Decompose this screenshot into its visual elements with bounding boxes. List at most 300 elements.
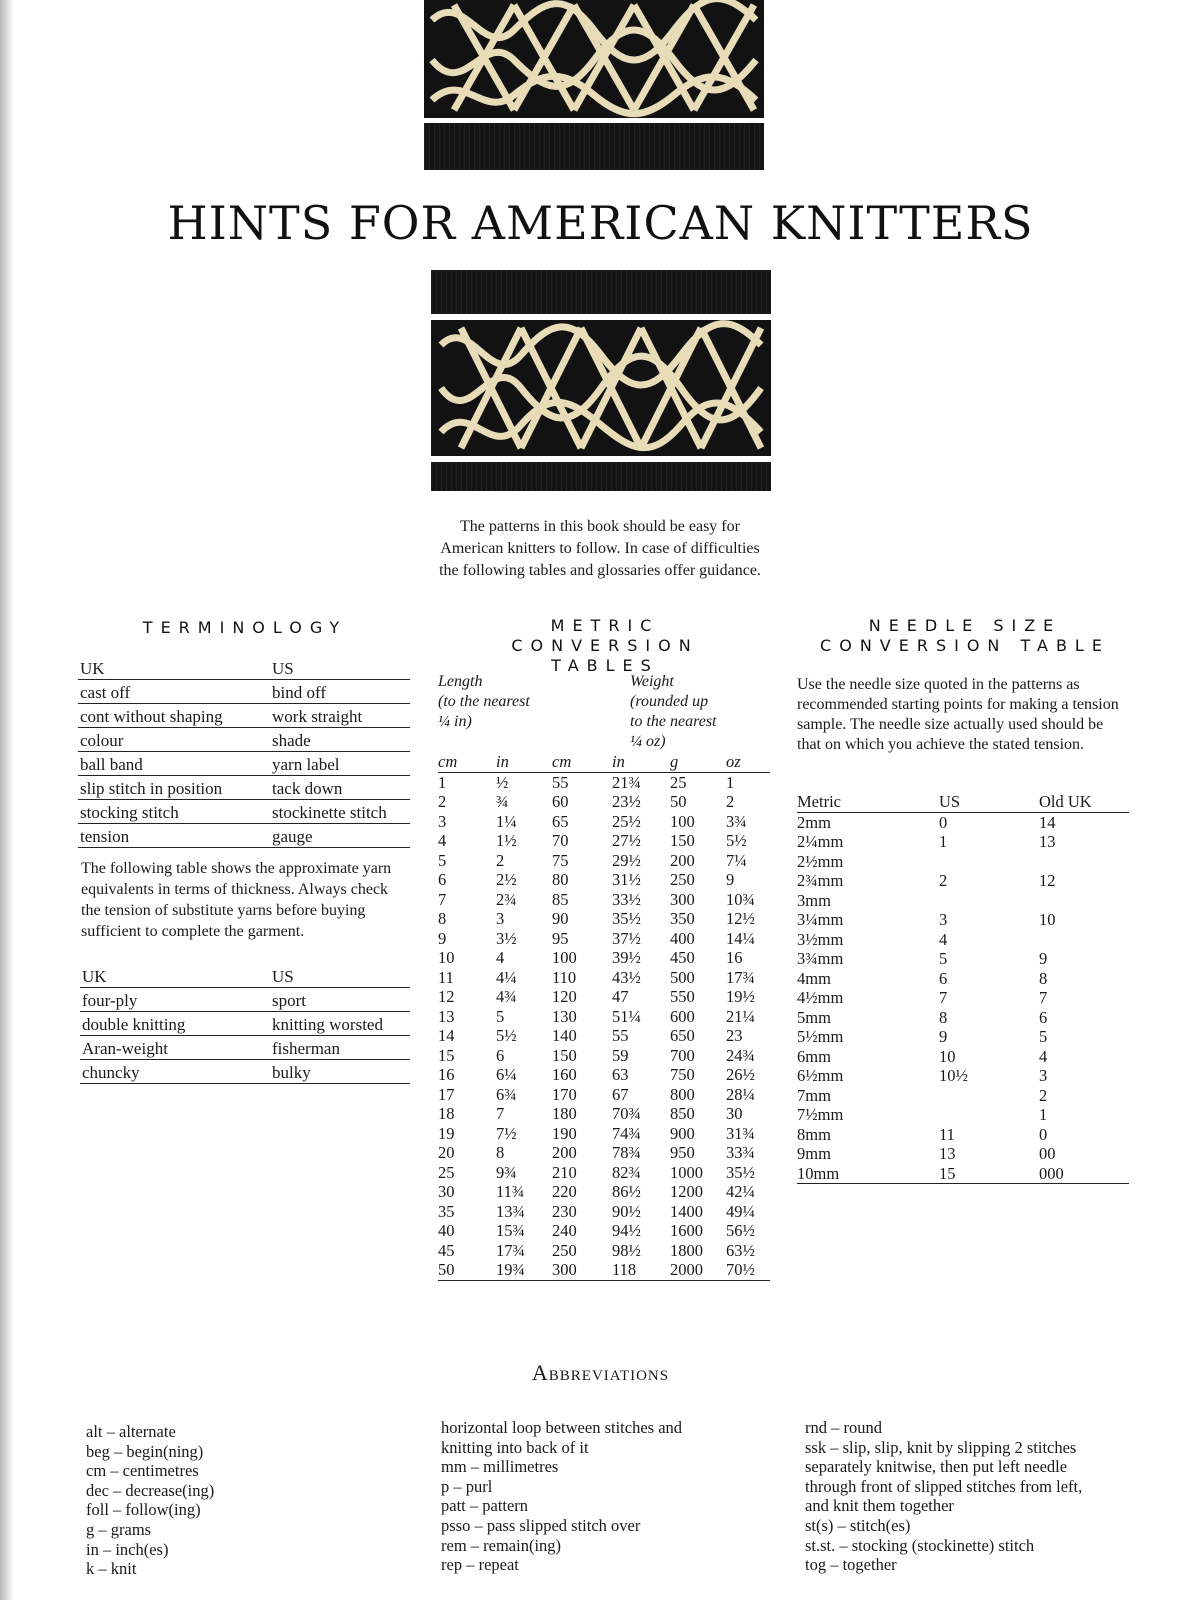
needle-row: [797, 852, 1129, 872]
table-cell: 15¾: [496, 1221, 525, 1241]
us-yarn: fisherman: [270, 1036, 410, 1060]
table-cell: 1¼: [496, 811, 517, 831]
table-cell: 300: [552, 1260, 612, 1280]
abbreviation-entry: patt – pattern: [441, 1496, 529, 1516]
table-cell: 5mm: [797, 1007, 831, 1027]
table-cell: 9: [438, 928, 447, 948]
needle-row: [797, 1125, 1129, 1145]
uk-yarn: double knitting: [80, 1012, 270, 1036]
table-cell: [939, 1105, 1039, 1125]
table-cell: 3¾mm: [797, 949, 844, 969]
metric-conversion-table: [438, 752, 770, 1281]
table-cell: 3½: [496, 928, 517, 948]
table-cell: 110: [552, 967, 577, 987]
table-cell: 56½: [726, 1221, 755, 1241]
table-cell: 190: [552, 1123, 577, 1143]
table-cell: 130: [552, 1006, 577, 1026]
uk-term: colour: [78, 728, 270, 752]
label-line: (to the nearest: [438, 693, 530, 710]
table-cell: 3: [1039, 1066, 1048, 1086]
table-cell: 7½: [496, 1123, 517, 1143]
table-cell: [1039, 891, 1129, 911]
table-cell: 1400: [670, 1201, 703, 1221]
table-cell: 11: [438, 967, 454, 987]
table-cell: 50: [438, 1260, 496, 1280]
abbreviation-entry: in – inch(es): [86, 1539, 169, 1559]
abbreviation-entry: rnd – round: [805, 1418, 882, 1437]
needle-row: [797, 1008, 1129, 1028]
table-cell: 3¾: [726, 811, 747, 831]
metric-row: [438, 870, 770, 890]
abbreviation-entry: tog – together: [805, 1555, 897, 1575]
metric-row: [438, 1143, 770, 1163]
column-header: UK: [78, 656, 270, 680]
table-cell: 10: [1039, 910, 1056, 930]
table-cell: 10½: [939, 1066, 968, 1086]
table-row: [80, 1012, 410, 1036]
table-cell: 140: [552, 1026, 577, 1046]
table-cell: 250: [670, 870, 695, 890]
metric-row: [438, 1104, 770, 1124]
table-cell: 4½mm: [797, 988, 844, 1008]
table-cell: 42¼: [726, 1182, 755, 1202]
table-cell: 2: [939, 871, 948, 891]
table-cell: 2mm: [797, 812, 831, 832]
table-row: [80, 988, 410, 1012]
table-cell: 2¼mm: [797, 832, 844, 852]
table-cell: 150: [670, 831, 695, 851]
table-cell: 75: [552, 850, 569, 870]
table-cell: 70¾: [612, 1104, 641, 1124]
heading-line: CONVERSION: [511, 636, 699, 655]
needle-row: [797, 949, 1129, 969]
table-cell: 1200: [670, 1182, 703, 1202]
metric-row: [438, 1007, 770, 1027]
metric-row: [438, 1221, 770, 1241]
heading-line: CONVERSION TABLE: [820, 636, 1110, 655]
table-cell: 4: [496, 948, 505, 968]
table-cell: 19½: [726, 987, 755, 1007]
table-cell: 65: [552, 811, 569, 831]
table-row: [78, 824, 410, 848]
table-cell: 25: [438, 1162, 455, 1182]
table-cell: 2: [496, 850, 505, 870]
abbreviation-entry: k – knit: [86, 1559, 137, 1579]
table-cell: 63½: [726, 1240, 755, 1260]
table-cell: 13: [939, 1144, 956, 1164]
table-cell: 43½: [612, 967, 641, 987]
table-row: [80, 1060, 410, 1084]
label-line: to the nearest: [630, 713, 717, 730]
abbreviation-entry: p – purl: [441, 1476, 493, 1496]
table-header-row: [438, 752, 770, 772]
table-cell: [1039, 852, 1129, 872]
column-header: g: [666, 752, 726, 772]
us-yarn: bulky: [270, 1060, 410, 1084]
table-cell: 26½: [726, 1065, 755, 1085]
table-cell: 30: [726, 1104, 743, 1124]
table-cell: 5: [496, 1006, 505, 1026]
metric-row: [438, 1182, 770, 1202]
table-cell: 200: [670, 850, 695, 870]
table-cell: 33½: [612, 889, 641, 909]
table-cell: 8: [438, 909, 447, 929]
table-cell: 70: [552, 831, 569, 851]
needle-row: [797, 1047, 1129, 1067]
table-cell: 120: [552, 987, 577, 1007]
table-cell: 2: [726, 792, 735, 812]
table-cell: 14: [438, 1026, 455, 1046]
metric-row: [438, 1085, 770, 1105]
column-header: UK: [80, 964, 270, 988]
us-term: tack down: [270, 776, 410, 800]
needle-row: [797, 1066, 1129, 1086]
table-cell: 200: [552, 1143, 577, 1163]
metric-row: [438, 831, 770, 851]
table-row: [78, 680, 410, 704]
table-cell: 2: [1039, 1085, 1048, 1105]
table-cell: 16: [438, 1065, 455, 1085]
table-cell: 16: [726, 948, 743, 968]
needle-row: [797, 891, 1129, 911]
table-cell: [939, 891, 1039, 911]
table-cell: 70½: [726, 1260, 770, 1280]
table-row: [78, 752, 410, 776]
table-cell: 1: [939, 832, 948, 852]
table-cell: 3¼mm: [797, 910, 844, 930]
table-cell: 230: [552, 1201, 577, 1221]
table-cell: 10: [438, 948, 455, 968]
table-cell: 23: [726, 1026, 743, 1046]
yarn-equivalents-table: [80, 964, 410, 1084]
table-cell: 700: [670, 1045, 695, 1065]
column-header: Old UK: [1039, 792, 1129, 812]
table-cell: 7mm: [797, 1085, 831, 1105]
abbreviations-heading: Abbreviations: [531, 1360, 670, 1385]
table-cell: 8: [496, 1143, 505, 1163]
table-cell: 6mm: [797, 1046, 831, 1066]
table-header-row: [80, 964, 410, 988]
table-cell: 94½: [612, 1221, 641, 1241]
table-cell: [1039, 930, 1129, 950]
needle-conversion-table: [797, 792, 1129, 1184]
table-cell: 00: [1039, 1144, 1056, 1164]
table-cell: 1800: [670, 1240, 703, 1260]
us-term: yarn label: [270, 752, 410, 776]
table-cell: 750: [670, 1065, 695, 1085]
table-row: [80, 1036, 410, 1060]
table-cell: 6: [438, 870, 447, 890]
table-cell: 13: [1039, 832, 1056, 852]
table-cell: 0: [939, 812, 948, 832]
table-cell: 2¾mm: [797, 871, 844, 891]
terminology-table: [78, 656, 410, 848]
table-cell: 35: [438, 1201, 455, 1221]
column-header: oz: [726, 752, 770, 772]
uk-term: slip stitch in position: [78, 776, 270, 800]
table-cell: [939, 852, 1039, 872]
needle-row: [797, 1164, 1129, 1184]
us-yarn: sport: [270, 988, 410, 1012]
yarn-note: The following table shows the approximate yarn equivalents in terms of thickness. Always check the tension of substitute yarns before buying sufficient to complete the garment.: [81, 860, 392, 940]
table-cell: 55: [552, 772, 569, 792]
table-cell: 18: [438, 1104, 455, 1124]
us-term: gauge: [270, 824, 410, 848]
uk-yarn: Aran-weight: [80, 1036, 270, 1060]
column-header: US: [270, 656, 410, 680]
metric-row: [438, 1202, 770, 1222]
table-cell: 220: [552, 1182, 577, 1202]
abbreviation-entry: psso – pass slipped stitch over: [441, 1515, 641, 1535]
table-cell: 6: [939, 968, 948, 988]
table-cell: 650: [670, 1026, 695, 1046]
table-cell: 67: [612, 1084, 629, 1104]
needle-row: [797, 871, 1129, 891]
table-cell: 17¾: [726, 967, 755, 987]
table-cell: 9: [1039, 949, 1048, 969]
table-cell: 50: [670, 792, 687, 812]
us-term: bind off: [270, 680, 410, 704]
table-row: [78, 800, 410, 824]
table-cell: 4¼: [496, 967, 517, 987]
column-header: cm: [552, 752, 612, 772]
table-cell: 86½: [612, 1182, 641, 1202]
table-cell: 12: [438, 987, 455, 1007]
table-cell: 2½mm: [797, 851, 844, 871]
table-cell: 3: [939, 910, 948, 930]
table-cell: 1: [1039, 1105, 1048, 1125]
us-term: shade: [270, 728, 410, 752]
heading-line: TABLES: [551, 656, 659, 675]
uk-term: cast off: [78, 680, 270, 704]
table-cell: 80: [552, 870, 569, 890]
table-cell: 3mm: [797, 890, 831, 910]
metric-row: [438, 909, 770, 929]
celtic-knot-border-top: [424, 0, 764, 118]
us-term: stockinette stitch: [270, 800, 410, 824]
label-line: ¼ in): [438, 713, 472, 730]
table-cell: 21¼: [726, 1006, 755, 1026]
table-cell: 39½: [612, 948, 641, 968]
table-cell: 13¾: [496, 1201, 525, 1221]
table-cell: 10: [939, 1046, 956, 1066]
table-cell: 3: [438, 811, 447, 831]
needle-heading: [800, 616, 1130, 656]
table-cell: 7: [1039, 988, 1048, 1008]
table-cell: 100: [552, 948, 577, 968]
column-header: US: [270, 964, 410, 988]
terminology-heading: TERMINOLOGY: [142, 618, 348, 637]
abbreviation-entry: horizontal loop between stitches and: [441, 1418, 683, 1437]
table-cell: 118: [612, 1260, 666, 1280]
metric-row: [438, 1065, 770, 1085]
abbreviation-entry: foll – follow(ing): [86, 1500, 201, 1520]
table-cell: 1: [438, 772, 447, 792]
table-cell: 240: [552, 1221, 577, 1241]
metric-row: [438, 1241, 770, 1261]
table-cell: 9: [939, 1027, 948, 1047]
table-cell: 6¾: [496, 1084, 517, 1104]
table-header-row: [797, 792, 1129, 812]
table-cell: 500: [670, 967, 695, 987]
uk-term: ball band: [78, 752, 270, 776]
table-cell: 1600: [670, 1221, 703, 1241]
celtic-knot-pattern-icon: [431, 320, 771, 456]
abbreviation-entry: separately knitwise, then put left needle: [805, 1457, 1068, 1477]
needle-row: [797, 1086, 1129, 1106]
table-cell: 550: [670, 987, 695, 1007]
abbreviations-column-1: [86, 1422, 386, 1579]
table-cell: 150: [552, 1045, 577, 1065]
metric-row: [438, 987, 770, 1007]
table-cell: 49¼: [726, 1201, 755, 1221]
table-cell: [939, 1086, 1039, 1106]
table-cell: 9: [726, 870, 735, 890]
table-cell: 160: [552, 1065, 577, 1085]
table-cell: 33¾: [726, 1143, 755, 1163]
table-cell: 5: [1039, 1027, 1048, 1047]
table-cell: 25: [670, 772, 687, 792]
table-cell: 6½mm: [797, 1066, 844, 1086]
table-cell: 7¼: [726, 850, 747, 870]
metric-row: [438, 772, 770, 792]
abbreviation-entry: alt – alternate: [86, 1422, 176, 1441]
table-cell: 40: [438, 1221, 455, 1241]
abbreviation-entry: through front of slipped stitches from left,: [805, 1476, 1083, 1496]
uk-yarn: four-ply: [80, 988, 270, 1012]
label-line: Weight: [630, 673, 674, 690]
needle-row: [797, 1027, 1129, 1047]
table-cell: 17: [438, 1084, 455, 1104]
column-header: cm: [438, 752, 496, 772]
abbreviation-entry: dec – decrease(ing): [86, 1480, 215, 1500]
page-title: HINTS FOR AMERICAN KNITTERS: [167, 196, 1034, 250]
abbreviation-entry: knitting into back of it: [441, 1437, 589, 1457]
metric-row: [438, 929, 770, 949]
table-cell: 20: [438, 1143, 455, 1163]
table-cell: 1: [726, 772, 735, 792]
table-cell: 10mm: [797, 1164, 939, 1184]
table-cell: 6¼: [496, 1065, 517, 1085]
table-cell: 11: [939, 1124, 955, 1144]
table-cell: 29½: [612, 850, 641, 870]
table-cell: 2¾: [496, 889, 517, 909]
table-cell: 850: [670, 1104, 695, 1124]
table-cell: 78¾: [612, 1143, 641, 1163]
intro-paragraph: The patterns in this book should be easy for American knitters to follow. In case of difficulties the following tables and glossaries offer guidance.: [439, 518, 761, 579]
table-cell: 450: [670, 948, 695, 968]
length-label: [438, 672, 530, 732]
table-cell: 4¾: [496, 987, 517, 1007]
table-cell: 4: [438, 831, 447, 851]
table-cell: 23½: [612, 792, 641, 812]
needle-row: [797, 832, 1129, 852]
uk-term: tension: [78, 824, 270, 848]
column-header: US: [939, 792, 1039, 812]
ornament-bar-lower: [431, 462, 771, 491]
table-row: [78, 776, 410, 800]
table-cell: 6: [496, 1045, 505, 1065]
table-cell: 14: [1039, 812, 1056, 832]
table-cell: 28¼: [726, 1084, 755, 1104]
uk-yarn: chuncky: [80, 1060, 270, 1084]
table-cell: 7: [496, 1104, 505, 1124]
table-cell: 51¼: [612, 1006, 641, 1026]
label-line: ¼ oz): [630, 733, 666, 750]
table-cell: 7: [939, 988, 948, 1008]
table-cell: 3: [496, 909, 505, 929]
us-yarn: knitting worsted: [270, 1012, 410, 1036]
heading-line: NEEDLE SIZE: [868, 616, 1062, 635]
table-cell: 12½: [726, 909, 755, 929]
table-cell: 17¾: [496, 1240, 525, 1260]
table-cell: 35½: [612, 909, 641, 929]
table-cell: 4mm: [797, 968, 831, 988]
table-cell: 7: [438, 889, 447, 909]
table-cell: 24¾: [726, 1045, 755, 1065]
uk-term: stocking stitch: [78, 800, 270, 824]
table-cell: 300: [670, 889, 695, 909]
column-header: in: [612, 752, 666, 772]
table-cell: 400: [670, 928, 695, 948]
needle-row: [797, 969, 1129, 989]
table-cell: 90: [552, 909, 569, 929]
table-cell: 85: [552, 889, 569, 909]
table-cell: 47: [612, 987, 629, 1007]
table-cell: 74¾: [612, 1123, 641, 1143]
abbreviation-entry: rem – remain(ing): [441, 1535, 562, 1555]
heading-line: METRIC: [550, 616, 660, 635]
table-cell: 35½: [726, 1162, 755, 1182]
abbreviation-entry: mm – millimetres: [441, 1457, 559, 1477]
table-cell: 13: [438, 1006, 455, 1026]
table-cell: 2½: [496, 870, 517, 890]
table-cell: 900: [670, 1123, 695, 1143]
abbreviation-entry: g – grams: [86, 1519, 152, 1539]
table-cell: 250: [552, 1240, 577, 1260]
table-cell: 9¾: [496, 1162, 517, 1182]
table-cell: 82¾: [612, 1162, 641, 1182]
table-cell: 000: [1039, 1164, 1129, 1184]
table-cell: 10¾: [726, 889, 755, 909]
table-cell: 950: [670, 1143, 695, 1163]
table-cell: 90½: [612, 1201, 641, 1221]
table-cell: 180: [552, 1104, 577, 1124]
table-cell: 1000: [670, 1162, 703, 1182]
abbreviation-entry: rep – repeat: [441, 1555, 519, 1575]
abbreviation-entry: st(s) – stitch(es): [805, 1515, 911, 1535]
table-cell: 600: [670, 1006, 695, 1026]
ornament-bar-top: [424, 123, 764, 170]
table-cell: ½: [496, 772, 509, 792]
table-cell: 5½: [726, 831, 747, 851]
table-cell: 100: [670, 811, 695, 831]
table-cell: 63: [612, 1065, 629, 1085]
abbreviation-entry: ssk – slip, slip, knit by slipping 2 stitches: [805, 1437, 1077, 1457]
uk-term: cont without shaping: [78, 704, 270, 728]
abbreviations-column-3: [805, 1418, 1145, 1575]
table-cell: ¾: [496, 792, 509, 812]
table-cell: 31¾: [726, 1123, 755, 1143]
table-row: [78, 728, 410, 752]
metric-row: [438, 1124, 770, 1144]
table-cell: 45: [438, 1240, 455, 1260]
metric-row: [438, 948, 770, 968]
metric-row: [438, 1163, 770, 1183]
table-cell: 31½: [612, 870, 641, 890]
needle-row: [797, 1144, 1129, 1164]
celtic-knot-pattern-icon: [424, 0, 764, 118]
